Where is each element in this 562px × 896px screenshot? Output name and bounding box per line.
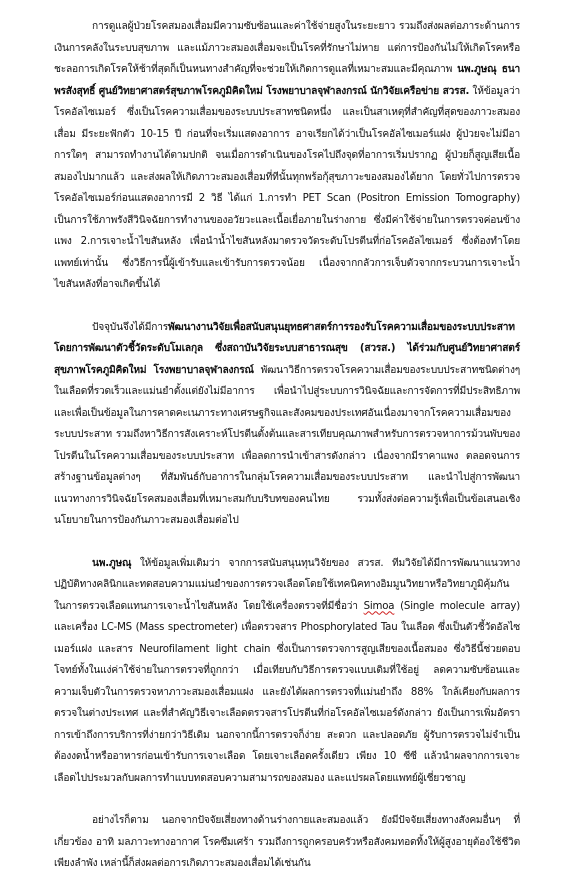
paragraph-3-author-bold: นพ.ภูษณุ [92, 557, 132, 569]
paragraph-1-text-b: ให้ข้อมูลว่า โรคอัลไซเมอร์ ซึ่งเป็นโรคความเสื่อมของระบบประสาทชนิดหนึ่ง และเป็นสาเหตุที่สำคัญที่สุดของภาวะสมองเสื่อม มีระยะฟักตัว 10-15 ปี ก่อนที่จะเริ่มแสดงอาการ อาจเรียกได้ว่าเป็นโรคอัลไซเมอร์แฝง ผู้ป่วยจะไม่มีอาการใดๆ สามารถทำงานได้ตามปกติ จนเมื่อการดำเนินของโรคไปถึงจุดที่อาการเริ่มปรากฏ ผู้ป่วยก็สูญเสียเนื้อสมองไปมากแล้ว และส่งผลให้เกิดภาวะสมองเสื่อมที่ทีนั้นทุกพร้อกุ้สุขภาวะของสมองได้ยาก โดยทั่วไปการตรวจโรคอัลไซเมอร์ก่อนแสดงอาการมี 2 วิธี ได้แก่ 1.การทำ PET Scan (Positron Emission Tomography) เป็นการใช้ภาพรังสีวินิจฉัยการทำงานของอวัยวะและเนื้อเยื่อภายในร่างกาย ซึ่งมีค่าใช้จ่ายในการตรวจค่อนข้างแพง 2.การเจาะน้ำไขสันหลัง เพื่อนำน้ำไขสันหลังมาตรวจวัดระดับโปรตีนที่ก่อโรคอัลไซเมอร์ ซึ่งต้องทำโดยแพทย์เท่านั้น ซึ่งวิธีการนี้ผู้เข้ารับและเข้ารับการตรวจน้อย เนื่องจากกลัวการเจ็บตัวจากกระบวนการเจาะน้ำไขสันหลังที่อาจเกิดขึ้นได้ [54, 85, 520, 290]
paragraph-2-text-b: พัฒนาวิธีการตรวจโรคความเสื่อมของระบบประสาทชนิดต่างๆ ในเลือดที่รวดเร็วและแม่นยำตั้งแต่ยังไม่มีอาการ เพื่อนำไปสู่ระบบการวินิจฉัยและการจัดการที่มีประสิทธิภาพ และเพื่อเป็นข้อมูลในการคาดคะเนภาระทางเศรษฐกิจและสังคมของประเทศอันเนื่องมาจากโรคความเสื่อมของระบบประสาท รวมถึงหาวิธีการสังเคราะห์โปรตีนตั้งต้นและสารเทียบคุณภาพสำหรับการตรวจหาการม้วนพับของโปรตีนในโรคความเสื่อมของระบบประสาท เพื่อลดการนำเข้าสารดังกล่าว เนื่องจากมีราคาแพง ตลอดจนการสร้างฐานข้อมูลต่างๆ ที่สัมพันธ์กับอาการในกลุ่มโรคความเสื่อมของระบบประสาท และนำไปสู่การพัฒนาแนวทางการวินิจฉัยโรคสมองเสื่อมที่เหมาะสมกับบริบทของคนไทย รวมทั้งส่งต่อความรู้เพื่อเป็นข้อเสนอเชิงนโยบายในการป้องกันภาวะสมองเสื่อมต่อไป [54, 364, 520, 526]
paragraph-3-text-b: (Single molecule array) และเครื่อง LC-MS (Mass spectrometer) เพื่อตรวจสาร Phosphorylated Tau ในเลือด ซึ่งเป็นตัวชี้วัดอัลไซเมอร์แฝง และสาร Neurofilament light chain ซึ่งเป็นการตรวจการสูญเสียของเนื้อสมอง ซึ่งวิธีนี้ช่วยตอบโจทย์ทั้งในแง่ค่าใช้จ่ายในการตรวจที่ถูกกว่า เมื่อเทียบกับวิธีการตรวจแบบเดิมที่ใช้อยู่ ลดความซับซ้อนและความเจ็บตัวในการตรวจหาภาวะสมองเสื่อมแฝง และยังได้ผลการตรวจที่แม่นยำถึง 88% ใกล้เคียงกับผลการตรวจในต่างประเทศ และที่สำคัญวิธีเจาะเลือดตรวจสารโปรตีนที่ก่อโรคอัลไซเมอร์ดังกล่าว ยังเป็นการเพิ่มอัตราการเข้าถึงการบริการที่ง่ายกว่าวิธีเดิม นอกจากนี้การตรวจก็ง่าย สะดวก และปลอดภัย ผู้รับการตรวจไม่จำเป็นต้องงดน้ำหรืออาหารก่อนเข้ารับการเจาะเลือด โดยเจาะเลือดครั้งเดียว เพียง 10 ซีซี แล้วนำผลจากการเจาะเลือดไปประมวลกับผลการทำแบบทดสอบความสามารถของสมอง และแปรผลโดยแพทย์ผู้เชี่ยวชาญ [54, 600, 520, 784]
document-body [54, 16, 520, 896]
paragraph-2-research-bold: พัฒนางานวิจัยเพื่อสนับสนุนยุทธศาสตร์การรองรับโรคความเสื่อมของระบบประสาท โดยการพัฒนาตัวชี้วัดระดับโมเลกุล ซึ่งสถาบันวิจัยระบบสาธารณสุข (สวรส.) ได้ร่วมกับศูนย์วิทยาศาสตร์สุขภาพโรคภูมิคิดใหม่ โรงพยาบาลจุฬาลงกรณ์ [54, 321, 520, 376]
paragraph-3 [54, 553, 520, 790]
paragraph-2 [54, 317, 520, 532]
paragraph-4-text: อย่างไรก็ตาม นอกจากปัจจัยเสี่ยงทางด้านร่างกายและสมองแล้ว ยังมีปัจจัยเสี่ยงทางสังคมอื่นๆ ที่เกี่ยวข้อง อาทิ มลภาวะทางอากาศ โรคซึมเศร้า รวมถึงการถูกครอบครัวหรือสังคมทอดทิ้งให้ผู้สูงอายุต้องใช้ชีวิตเพียงลำพัง เหล่านี้ก็ส่งผลต่อการเกิดภาวะสมองเสื่อมได้เช่นกัน [54, 815, 520, 869]
paragraph-4 [54, 810, 520, 875]
paragraph-1-text-a: การดูแลผู้ป่วยโรคสมองเสื่อมมีความซับซ้อนและค่าใช้จ่ายสูงในระยะยาว รวมถึงส่งผลต่อภาระด้านการเงินการคลังในระบบสุขภาพ และแม้ภาวะสมองเสื่อมจะเป็นโรคที่รักษาไม่หาย แต่การป้องกันไม่ให้เกิดโรคหรือชะลอการเกิดโรคให้ช้าที่สุดก็เป็นหนทางสำคัญที่จะช่วยให้เกิดการดูแลที่เหมาะสมและมีคุณภาพ [54, 21, 520, 75]
paragraph-1 [54, 16, 520, 296]
simoa-spellcheck-word[interactable]: Simoa [363, 600, 395, 612]
paragraph-3-text-a: ให้ข้อมูลเพิ่มเติมว่า จากการสนับสนุนทุนวิจัยของ สวรส. ทีมวิจัยได้มีการพัฒนาแนวทางปฏิบัติทางคลินิกและทดสอบความแม่นยำของการตรวจเลือดโดยใช้เทคนิคทางอิมมูนวิทยาหรือวิทยาภูมิคุ้มกันในการตรวจเลือดแทนการเจาะน้ำไขสันหลัง โดยใช้เครื่องตรวจที่มีชื่อว่า [54, 557, 520, 612]
paragraph-1-author-bold: นพ.ภูษณุ ธนาพรสังสุทธิ์ ศูนย์วิทยาศาสตร์สุขภาพโรคภูมิคิดใหม่ โรงพยาบาลจุฬาลงกรณ์ นักวิจัยเครือข่าย สวรส. [54, 64, 520, 97]
paragraph-2-text-a: ปัจจุบันจึงได้มีการ [92, 321, 168, 333]
